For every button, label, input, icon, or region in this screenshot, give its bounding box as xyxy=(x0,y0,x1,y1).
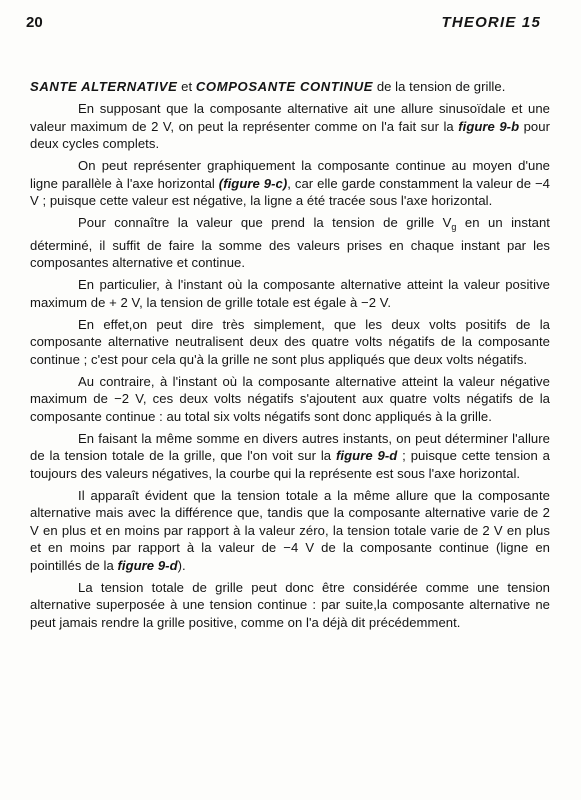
text-span: pour deux cycles complets. xyxy=(30,118,550,152)
paragraph-3 xyxy=(30,157,550,209)
text-span: ; puisque cette tension a toujours des valeurs négatives, la courbe qui la représente est sous l'axe horizontal. xyxy=(30,448,550,481)
running-head: THEORIE 15 xyxy=(441,14,541,31)
paragraph-1 xyxy=(30,78,550,95)
figure-reference: figure 9-d xyxy=(117,557,178,573)
text-span: en un instant déterminé, il suffit de faire la somme des valeurs prises en chaque instant par les composantes alternative et continue. xyxy=(30,215,550,271)
text-span: et xyxy=(177,79,196,94)
subscript-g: g xyxy=(451,222,457,233)
text-span: On peut représenter graphiquement la composante continue au moyen d'une ligne parallèle à l'axe horizontal xyxy=(30,158,550,191)
figure-reference: (figure 9-c) xyxy=(218,175,288,191)
paragraph-2 xyxy=(30,100,550,152)
text-span: Il apparaît évident que la tension totale a la même allure que la composante alternative mais avec la différence que, tandis que la composante alternative varie de 2 V en plus et en moins par rapport à la valeur zéro, la tension totale varie de 2 V en plus et en moins par rapport à la valeur de −4 V de la composante continue (ligne en pointillés de la xyxy=(30,487,550,573)
text-span: La tension totale de grille peut donc être considérée comme une tension alternative superposée à une tension continue : par suite,la composante alternative ne peut jamais rendre la grille positive, comme on l'a déjà dit précédemment. xyxy=(30,579,550,630)
text-span: En supposant que la composante alternative ait une allure sinusoïdale et une valeur maximum de 2 V, on peut la représenter comme on l'a fait sur la xyxy=(30,101,550,134)
paragraph-9 xyxy=(30,487,550,574)
paragraph-5 xyxy=(30,276,550,311)
paragraph-6 xyxy=(30,316,550,368)
paragraph-4 xyxy=(30,214,550,271)
paragraph-7 xyxy=(30,373,550,425)
term-alternative-component: SANTE ALTERNATIVE xyxy=(30,79,178,94)
text-span: Pour connaître la valeur que prend la tension de grille V xyxy=(78,215,452,231)
text-span: En effet,on peut dire très simplement, que les deux volts positifs de la composante alternative neutralisent deux des quatre volts négatifs de la composante continue ; c'est pour cela qu'à la grille ne sont plus appliqués que deux volts négatifs. xyxy=(30,316,550,367)
body-text xyxy=(30,78,550,636)
text-span: de la tension de grille. xyxy=(373,79,506,94)
text-span: ). xyxy=(177,557,186,573)
paragraph-8 xyxy=(30,430,550,482)
figure-reference: figure 9-b xyxy=(458,118,520,134)
paragraph-10 xyxy=(30,579,550,631)
page-header xyxy=(26,14,541,36)
text-span: En faisant la même somme en divers autres instants, on peut déterminer l'allure de la tension totale de la grille, que l'on voit sur la xyxy=(30,430,550,464)
text-span: Au contraire, à l'instant où la composante alternative atteint la valeur négative maximum de −2 V, ces deux volts négatifs s'ajoutent aux quatre volts négatifs de la composante continue : au total six volts négatifs sont donc appliqués à la grille. xyxy=(30,373,550,424)
text-span: , car elle garde constamment la valeur de −4 V ; puisque cette valeur est négative, la ligne a été tracée sous l'axe horizontal. xyxy=(30,175,550,209)
text-span: En particulier, à l'instant où la composante alternative atteint la valeur positive maximum de + 2 V, la tension de grille totale est égale à −2 V. xyxy=(30,277,550,310)
page-number: 20 xyxy=(26,14,43,31)
term-dc-component: COMPOSANTE CONTINUE xyxy=(195,79,374,94)
figure-reference: figure 9-d xyxy=(336,448,398,464)
